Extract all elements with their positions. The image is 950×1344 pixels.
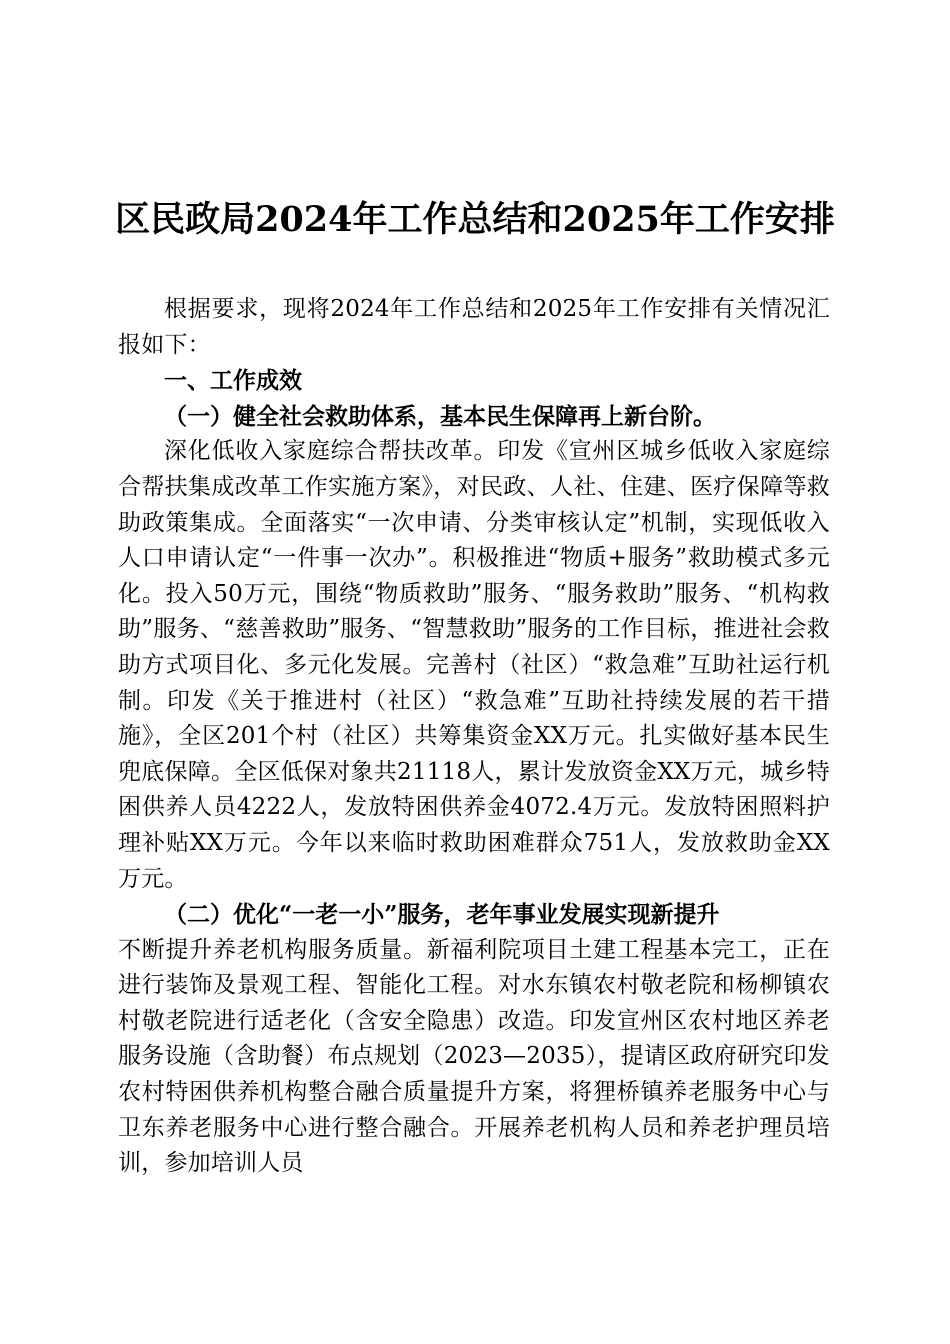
document-title: 区民政局2024年工作总结和2025年工作安排 — [115, 199, 835, 240]
subsection-heading-1: （一）健全社会救助体系，基本民生保障再上新台阶。 — [164, 402, 716, 430]
subsection-paragraph-2: 不断提升养老机构服务质量。新福利院项目土建工程基本完工，正在进行装饰及景观工程、智能化工程。对水东镇农村敬老院和杨柳镇农村敬老院进行适老化（含安全隐患）改造。印发宣州区农村地区养老服务设施（含助餐）布点规划（2023—2035），提请区政府研究印发农村特困供养机构整合融合质量提升方案，将狸桥镇养老服务中心与卫东养老服务中心进行整合融合。开展养老机构人员和养老护理员培训，参加培训人员 — [118, 936, 830, 1177]
document-body — [118, 292, 830, 1182]
intro-paragraph: 根据要求，现将2024年工作总结和2025年工作安排有关情况汇报如下： — [118, 296, 830, 358]
subsection-heading-2: （二）优化“一老一小”服务，老年事业发展实现新提升 — [164, 901, 720, 929]
subsection-paragraph-1: 深化低收入家庭综合帮扶改革。印发《宣州区城乡低收入家庭综合帮扶集成改革工作实施方案》，对民政、人社、住建、医疗保障等救助政策集成。全面落实“一次申请、分类审核认定”机制，实现低收入人口申请认定“一件事一次办”。积极推进“物质+服务”救助模式多元化。投入50万元，围绕“物质救助”服务、“服务救助”服务、“机构救助”服务、“慈善救助”服务、“智慧救助”服务的工作目标，推进社会救助方式项目化、多元化发展。完善村（社区）“救急难”互助社运行机制。印发《关于推进村（社区）“救急难”互助社持续发展的若干措施》，全区201个村（社区）共筹集资金XX万元。扎实做好基本民生兜底保障。全区低保对象共21118人，累计发放资金XX万元，城乡特困供养人员4222人，发放特困供养金4072.4万元。发放特困照料护理补贴XX万元。今年以来临时救助困难群众751人，发放救助金XX万元。 — [118, 438, 830, 892]
section-heading: 一、工作成效 — [164, 367, 302, 395]
